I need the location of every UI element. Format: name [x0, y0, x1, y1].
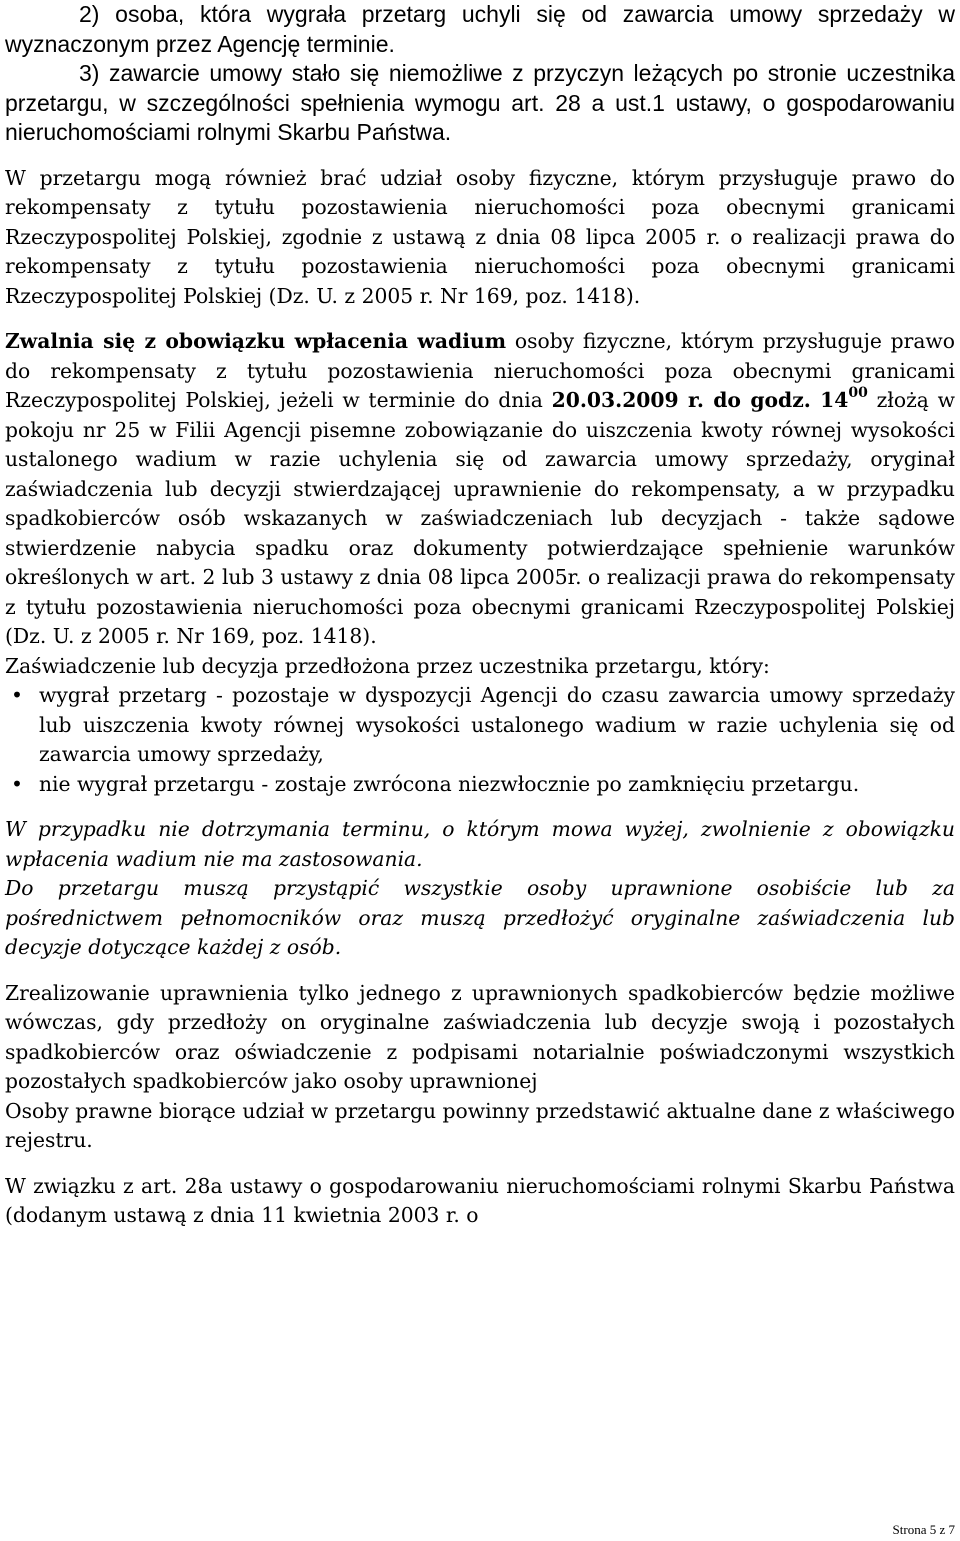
bullet-icon: •: [11, 683, 23, 707]
exemption-deadline: [551, 385, 868, 412]
document-page: [5, 0, 955, 1231]
exemption-text-1: osoby fizyczne, którym przysługuje prawo do rekompensaty z tytułu pozostawienia nieruchomości poza obecnymi granicami Rzeczypospolitej Polskiej, jeżeli w terminie do dnia: [5, 329, 955, 412]
bullet-list: [5, 681, 955, 799]
deadline-note-text: W przypadku nie dotrzymania terminu, o którym mowa wyżej, zwolnienie z obowiązku wpłacenia wadium nie ma zastosowania.: [5, 817, 955, 871]
deadline-date: 20.03.2009 r. do godz. 14: [551, 388, 849, 412]
exemption-lead: Zwalnia się z obowiązku wpłacenia wadium: [5, 329, 507, 353]
paragraph-compensation: W przetargu mogą również brać udział osoby fizyczne, którym przysługuje prawo do rekompensaty z tytułu pozostawienia nieruchomości poza obecnymi granicami Rzeczypospolitej Polskiej, zgodnie z ustawą z dnia 08 lipca 2005 r. o realizacji prawa do rekompensaty z tytułu pozostawienia nieruchomości poza obecnymi granicami Rzeczypospolitej Polskiej (Dz. U. z 2005 r. Nr 169, poz. 1418).: [5, 165, 955, 308]
bullet-item: [5, 770, 955, 800]
paragraph-exemption: [5, 327, 955, 652]
bullet-text: nie wygrał przetargu - zostaje zwrócona niezwłocznie po zamknięciu przetargu.: [39, 771, 860, 796]
paragraph-certificate: Zaświadczenie lub decyzja przedłożona przez uczestnika przetargu, który:: [5, 653, 770, 678]
paragraph-attendance-note: [5, 874, 955, 963]
bullet-icon: •: [11, 771, 23, 796]
list-item-2: 2) osoba, która wygrała przetarg uchyli się od zawarcia umowy sprzedaży w wyznaczonym przez Agencję terminie.: [5, 1, 955, 57]
paragraph-heirs: Zrealizowanie uprawnienia tylko jednego z uprawnionych spadkobierców będzie możliwe wówczas, gdy przedłoży on oryginalne zaświadczenia lub decyzje swoją i pozostałych spadkobierców oraz oświadczenie z podpisami notarialnie poświadczonymi wszystkich pozostałych spadkobierców jako osoby uprawnionej: [5, 980, 955, 1093]
paragraph-art28a: W związku z art. 28a ustawy o gospodarowaniu nieruchomościami rolnymi Skarbu Państwa (dodanym ustawą z dnia 11 kwietnia 2003 r. o: [5, 1173, 955, 1227]
list-item-3: 3) zawarcie umowy stało się niemożliwe z przyczyn leżących po stronie uczestnika przetargu, w szczególności spełnienia wymogu art. 28 a ust.1 ustawy, o gospodarowaniu nieruchomościami rolnymi Skarbu Państwa.: [5, 60, 955, 145]
page-number: Strona 5 z 7: [892, 1522, 955, 1537]
paragraph-legal-persons: Osoby prawne biorące udział w przetargu powinny przedstawić aktualne dane z właściwego rejestru.: [5, 1098, 955, 1152]
paragraph-deadline-note: [5, 815, 955, 874]
attendance-note-text: Do przetargu muszą przystąpić wszystkie osoby uprawnione osobiście lub za pośrednictwem pełnomocników oraz muszą przedłożyć oryginalne zaświadczenia lub decyzje dotyczące każdej z osób.: [5, 876, 955, 959]
deadline-minutes: 00: [848, 385, 868, 402]
exemption-text-2: złożą w pokoju nr 25 w Filii Agencji pisemne zobowiązanie do uiszczenia kwoty równej wysokości ustalonego wadium w razie uchylenia się od zawarcia umowy sprzedaży, oryginał zaświadczenia lub decyzji stwierdzającej uprawnienie do rekompensaty, a w przypadku spadkobierców osób wskazanych w zaświadczeniach lub decyzjach - także sądowe stwierdzenie nabycia spadku oraz dokumenty potwierdzające spełnienie warunków określonych w art. 2 lub 3 ustawy z dnia 08 lipca 2005r. o realizacji prawa do rekompensaty z tytułu pozostawienia nieruchomości poza obecnymi granicami Rzeczypospolitej Polskiej (Dz. U. z 2005 r. Nr 169, poz. 1418).: [5, 388, 955, 648]
bullet-item: [5, 681, 955, 770]
bullet-text: wygrał przetarg - pozostaje w dyspozycji Agencji do czasu zawarcia umowy sprzedaży lub uiszczenia kwoty równej wysokości ustalonego wadium w razie uchylenia się od zawarcia umowy sprzedaży,: [39, 683, 955, 766]
